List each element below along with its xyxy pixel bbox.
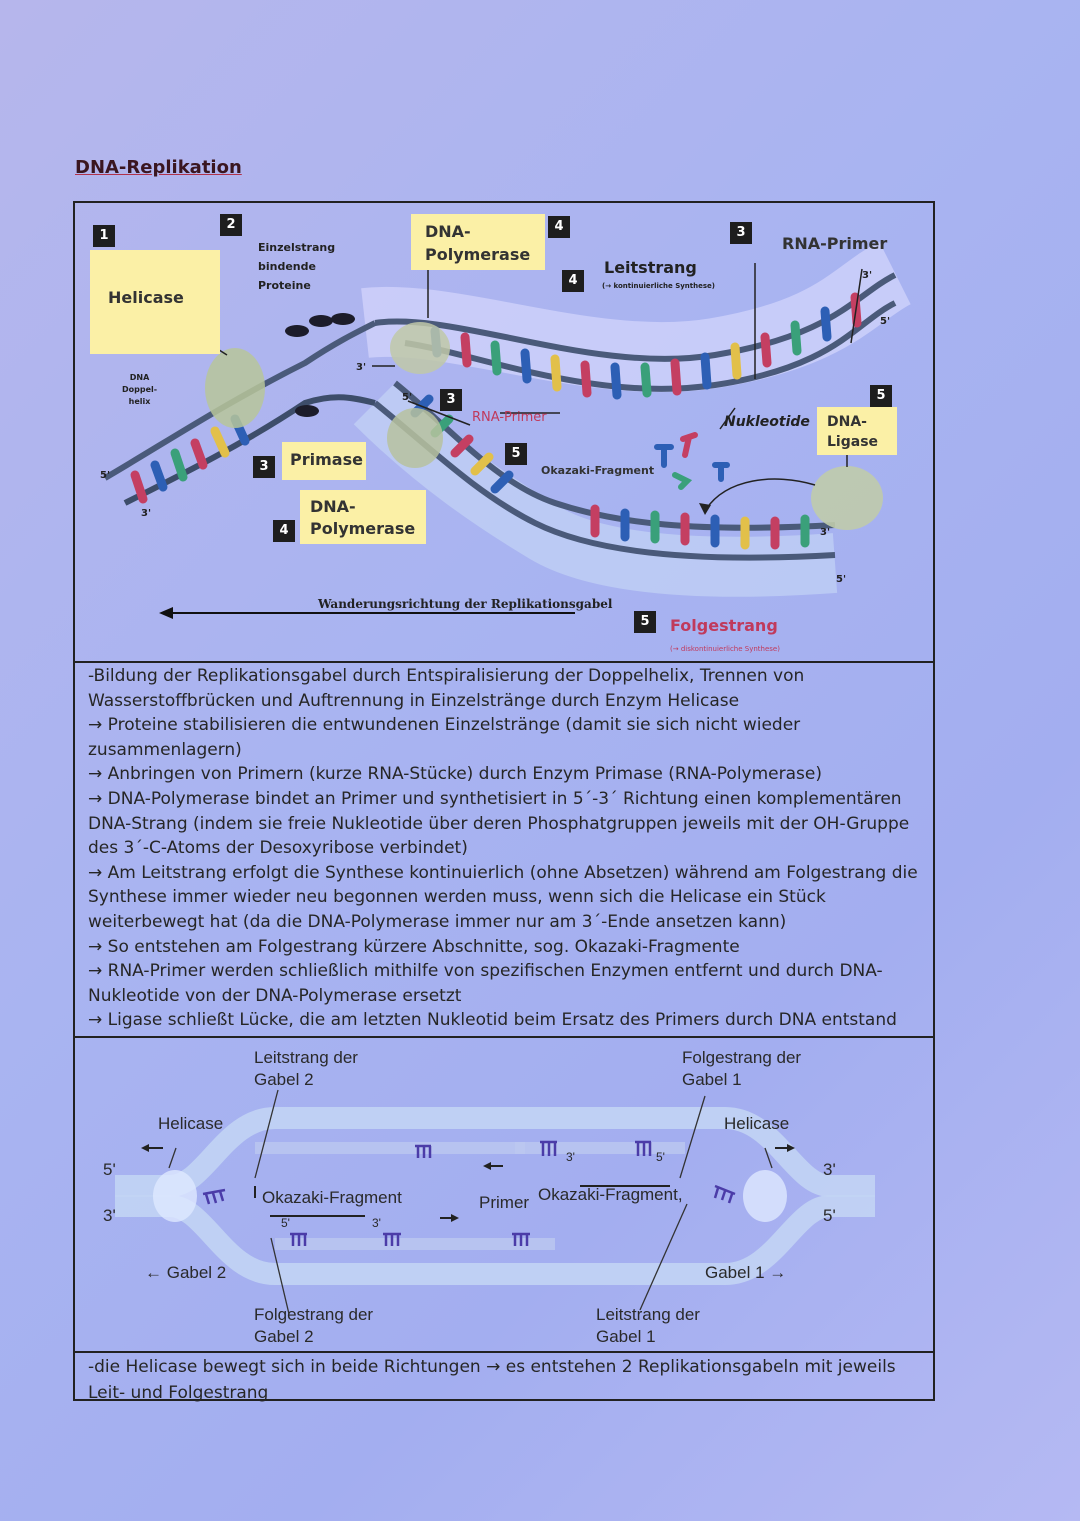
- text-line: → So entstehen am Folgestrang kürzere Abschnitte, sog. Okazaki-Fragmente: [88, 936, 740, 957]
- primase-label: Primase: [282, 442, 366, 480]
- step-number: 3: [730, 222, 752, 244]
- page-title: DNA-Replikation: [75, 157, 242, 178]
- folgestrang-sub-label: (→ diskontinuierliche Synthese): [670, 645, 780, 653]
- text-line: → Anbringen von Primern (kurze RNA-Stücke) durch Enzym Primase (RNA-Polymerase): [88, 764, 822, 785]
- step-number: 4: [548, 216, 570, 238]
- okazaki-right-label: Okazaki-Fragment,: [538, 1185, 683, 1204]
- end-label: 5': [823, 1206, 836, 1225]
- text-line: → Ligase schließt Lücke, die am letzten Nukleotid beim Ersatz des Primers durch DNA entstand: [88, 1010, 897, 1031]
- step-number: 1: [93, 225, 115, 247]
- leitstrang-gabel2-label: Leitstrang der Gabel 2: [254, 1048, 358, 1089]
- end-label: 3': [862, 270, 873, 281]
- step-number: 3: [253, 456, 275, 478]
- end-label: 3': [141, 508, 152, 519]
- text-line: → RNA-Primer werden schließlich mithilfe von spezifischen Enzymen entfernt und durch DNA-Nukleotide von der DNA-Polymerase ersetzt: [88, 961, 883, 1006]
- helicase-label: Helicase: [90, 250, 220, 354]
- end-label: 3': [103, 1206, 116, 1225]
- rna-primer-top-label: RNA-Primer: [782, 234, 888, 253]
- step-number: 2: [220, 214, 242, 236]
- explanation-text: [88, 664, 928, 1033]
- end-label: 3': [356, 362, 367, 373]
- end-label: 5': [100, 470, 111, 481]
- small-end-label: 3': [372, 1216, 381, 1230]
- divider-1: [73, 661, 935, 663]
- leitstrang-label: Leitstrang: [604, 258, 697, 277]
- step-number: 5: [634, 611, 656, 633]
- text-line: -Bildung der Replikationsgabel durch Entspiralisierung der Doppelhelix, Trennen von Wasserstoffbrücken und Auftrennung in Einzelstränge durch Enzym Helicase: [88, 666, 805, 711]
- rna-primer-mid-label: RNA-Primer: [472, 410, 547, 425]
- text-line: → DNA-Polymerase bindet an Primer und synthetisiert in 5´-3´ Richtung einen komplementären DNA-Strang (indem sie freie Nukleotide über deren Phosphatgruppen jeweils mit der OH-Gruppe des 3´-C-Atoms der Desoxyribose verbindet): [88, 788, 910, 859]
- text-line: → Am Leitstrang erfolgt die Synthese kontinuierlich (ohne Absetzen) während am Folgestrang die Synthese immer wieder neu begonnen werden muss, wenn sich die Helicase ein Stück weiterbewegt hat (da die DNA-Polymerase immer nur am 3´-Ende ansetzen kann): [88, 862, 918, 932]
- end-label: 5': [402, 392, 413, 403]
- end-label: 3': [823, 1160, 836, 1179]
- end-label: 5': [836, 574, 847, 585]
- text-line: → Proteine stabilisieren die entwundenen Einzelstränge (damit sie sich nicht wieder zusammenlagern): [88, 715, 801, 760]
- step-number: 4: [562, 270, 584, 292]
- helicase-left-label: Helicase: [158, 1114, 224, 1133]
- step-number: 4: [273, 520, 295, 542]
- gabel2-label: ← Gabel 2: [145, 1263, 227, 1282]
- gabel1-label: Gabel 1 →: [705, 1263, 787, 1282]
- end-label: 5': [103, 1160, 116, 1179]
- leitstrang-gabel1-label: Leitstrang der Gabel 1: [596, 1305, 700, 1346]
- direction-label: Wanderungsrichtung der Replikationsgabel: [318, 597, 613, 611]
- small-end-label: 5': [656, 1150, 665, 1164]
- summary-text: -die Helicase bewegt sich in beide Richtungen → es entstehen 2 Replikationsgabeln mit jeweils Leit- und Folgestrang: [88, 1357, 896, 1403]
- okazaki-label: Okazaki-Fragment: [541, 464, 655, 477]
- end-label: 3': [820, 527, 831, 538]
- helicase-right-label: Helicase: [724, 1114, 790, 1133]
- folgestrang-label: Folgestrang: [670, 616, 778, 635]
- ssb-label: Einzelstrang bindende Proteine: [258, 241, 336, 292]
- step-number: 5: [505, 443, 527, 465]
- dna-polymerase-top-label: DNA- Polymerase: [411, 214, 545, 270]
- small-end-label: 3': [566, 1150, 575, 1164]
- folgestrang-gabel1-label: Folgestrang der Gabel 1: [682, 1048, 802, 1089]
- dna-helix-label: DNA Doppel- helix: [122, 373, 158, 406]
- okazaki-left-label: Okazaki-Fragment: [262, 1188, 402, 1207]
- step-number: 3: [440, 389, 462, 411]
- dna-polymerase-bottom-label: DNA- Polymerase: [300, 490, 426, 544]
- step-number: 5: [870, 385, 892, 407]
- divider-3: [73, 1351, 935, 1353]
- folgestrang-gabel2-label: Folgestrang der Gabel 2: [254, 1305, 374, 1346]
- primer-label: Primer: [479, 1193, 530, 1212]
- leitstrang-sub-label: (→ kontinuierliche Synthese): [602, 282, 715, 290]
- dna-ligase-label: DNA- Ligase: [817, 407, 897, 455]
- nukleotide-label: Nukleotide: [724, 414, 810, 430]
- end-label: 5': [880, 316, 891, 327]
- small-end-label: 5': [281, 1216, 290, 1230]
